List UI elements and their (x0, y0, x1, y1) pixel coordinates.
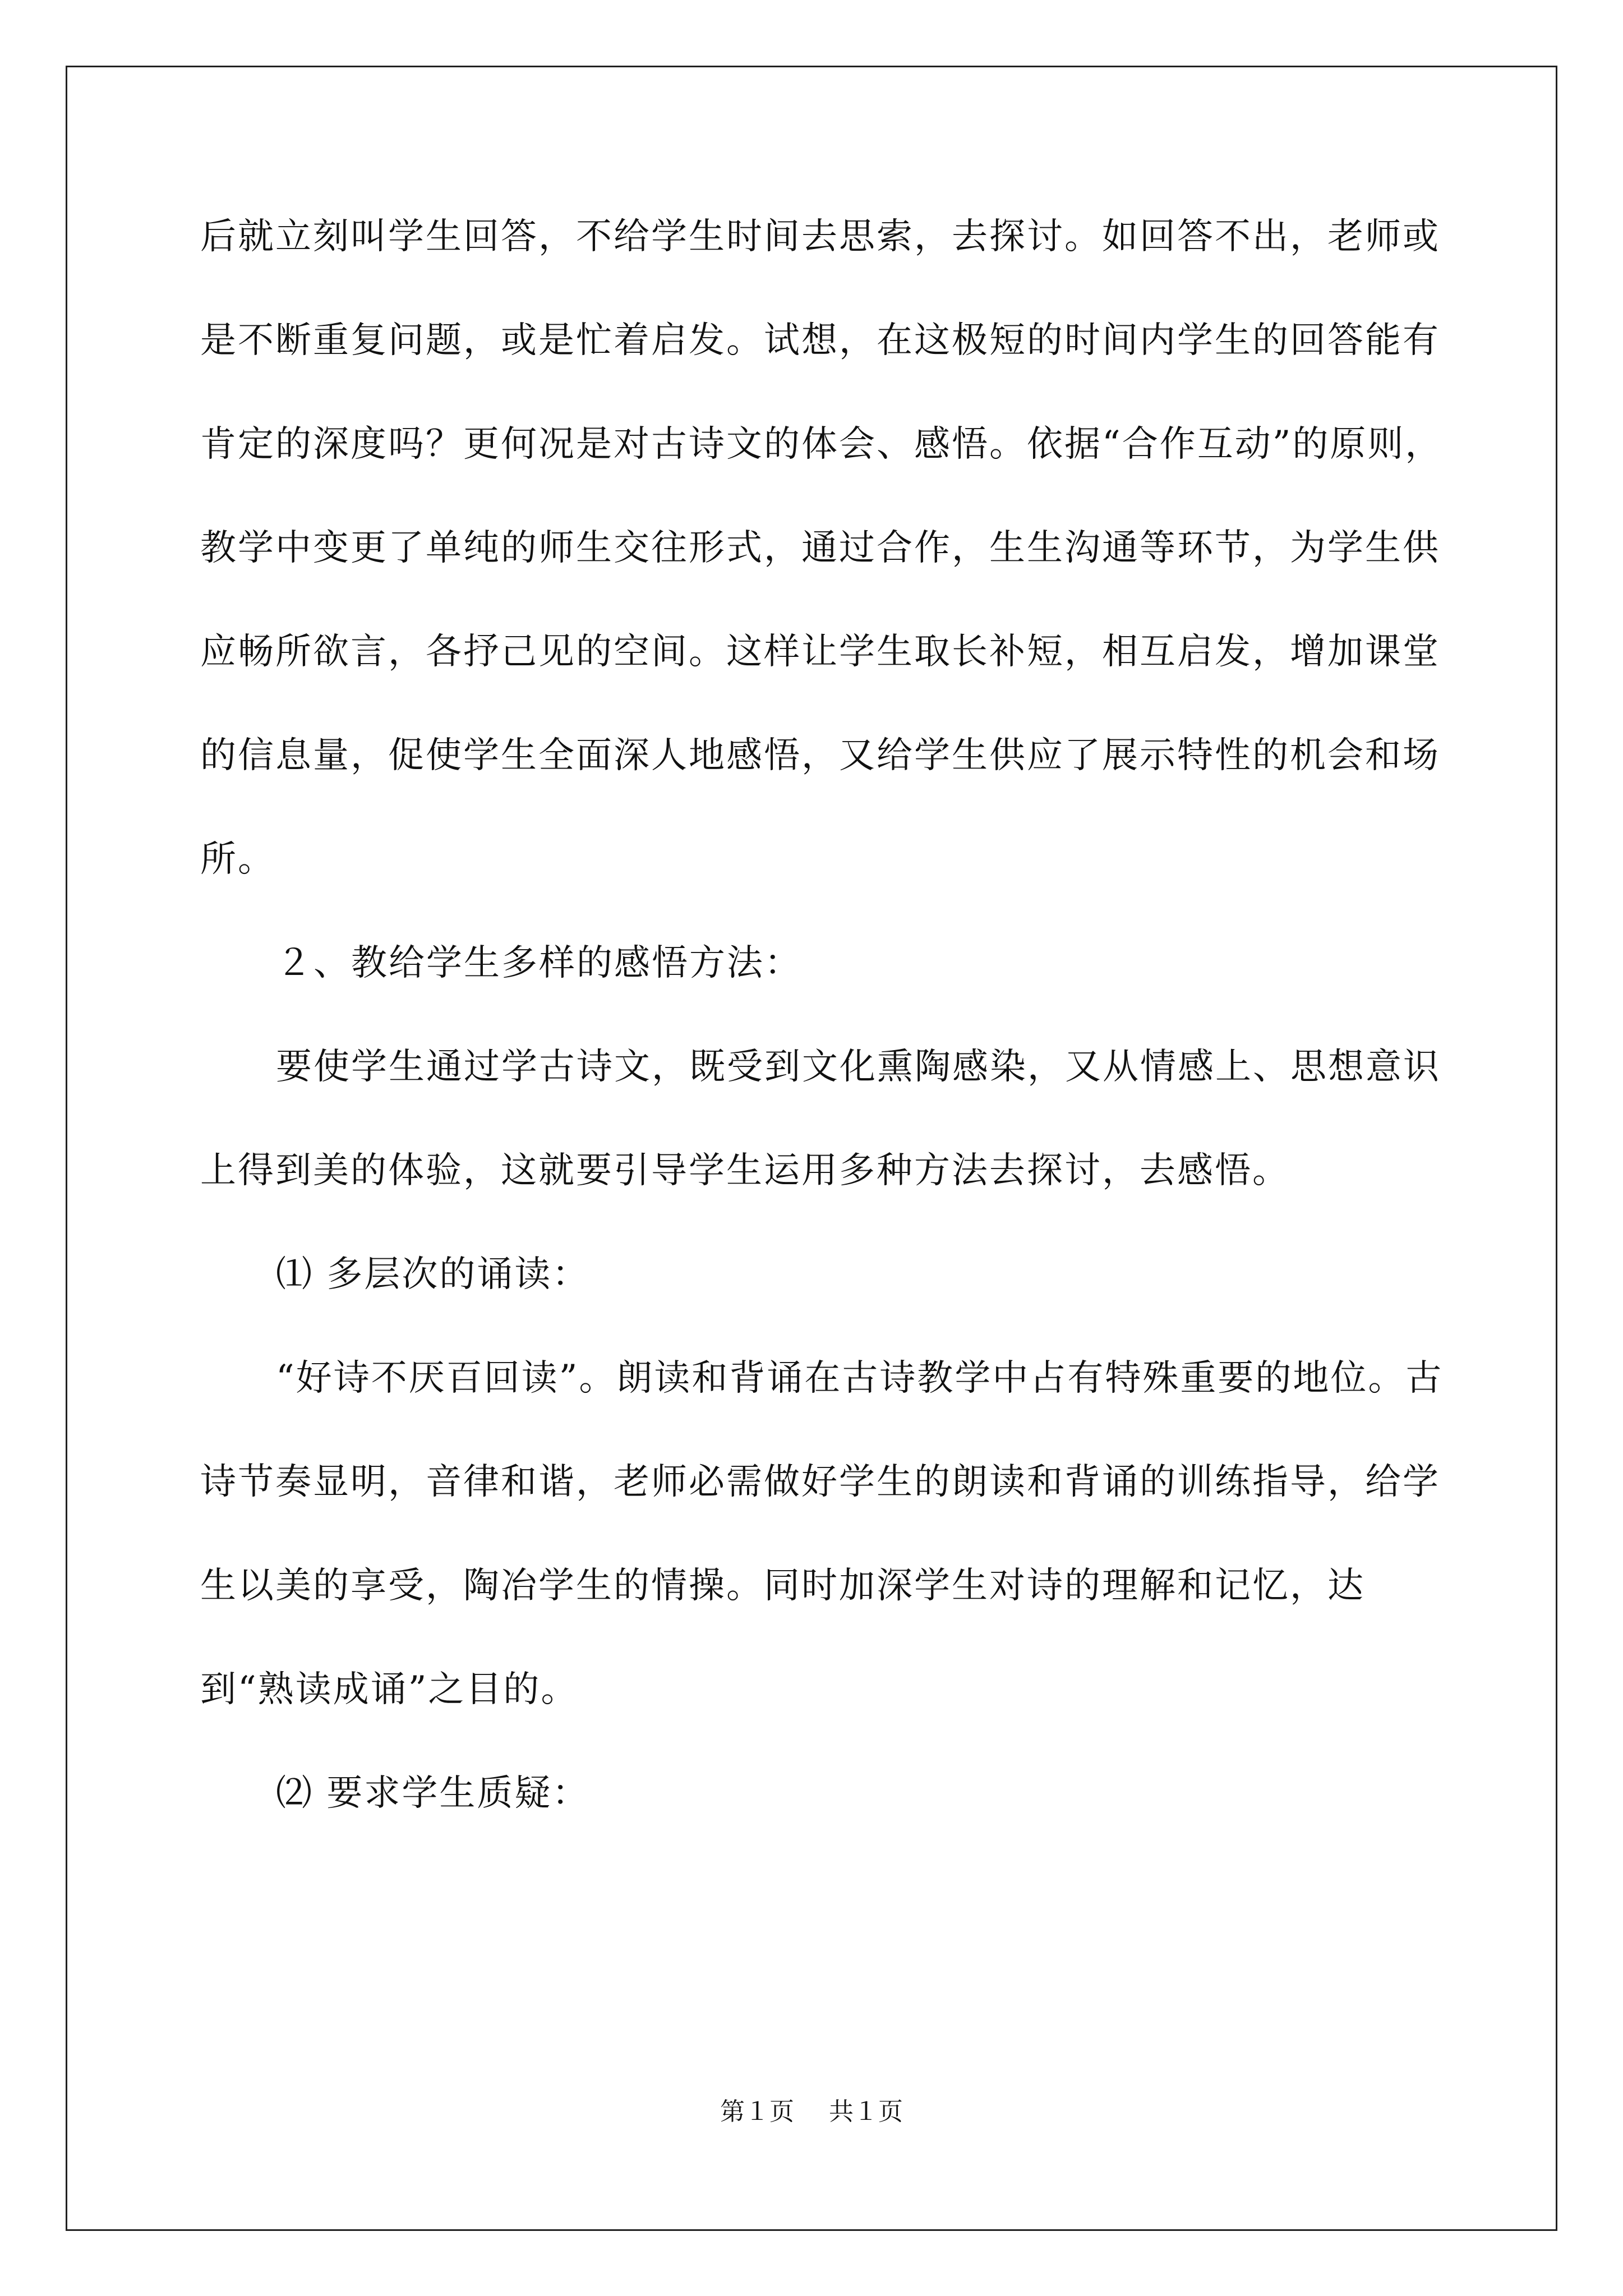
subheading-1: ⑴ 多层次的诵读： (276, 1254, 590, 1295)
subheading-2: ⑵ 要求学生质疑： (276, 1773, 590, 1814)
page-footer (0, 2091, 1623, 2127)
page-number-total: 共１页 (829, 2097, 903, 2126)
paragraph-intro: 要使学生通过学古诗文，既受到文化熏陶感染，又从情感上、思想意识上得到美的体验，这就要引导学生运用多种方法去探讨，去感悟。 (200, 1046, 1441, 1191)
paragraph-recitation: “好诗不厌百回读”。朗读和背诵在古诗教学中占有特殊重要的地位。古诗节奏显明，音律和谐，老师必需做好学生的朗读和背诵的训练指导，给学生以美的享受，陶冶学生的情操。同时加深学生对诗的理解和记忆，达到“熟读成诵”之目的。 (200, 1358, 1444, 1710)
section-heading-2: ２、教给学生多样的感悟方法： (276, 942, 802, 984)
paragraph-continuation: 后就立刻叫学生回答，不给学生时间去思索，去探讨。如回答不出，老师或是不断重复问题，或是忙着启发。试想，在这极短的时间内学生的回答能有肯定的深度吗？更何况是对古诗文的体会、感悟。依据“合作互动”的原则，教学中变更了单纯的师生交往形式，通过合作，生生沟通等环节，为学生供应畅所欲言，各抒己见的空间。这样让学生取长补短，相互启发，增加课堂的信息量，促使学生全面深人地感悟，又给学生供应了展示特性的机会和场所。 (200, 216, 1443, 880)
document-body (200, 185, 1456, 1846)
page-number-current: 第１页 (720, 2097, 794, 2126)
